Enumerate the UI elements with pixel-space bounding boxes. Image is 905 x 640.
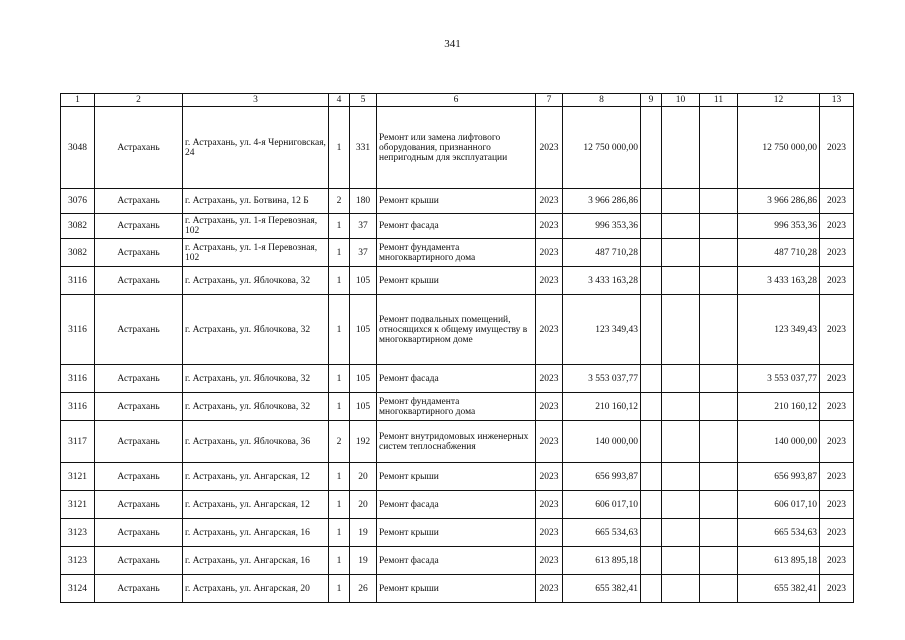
address-cell: г. Астрахань, ул. Яблочкова, 32 <box>183 393 329 421</box>
end-year-cell: 2023 <box>820 239 854 267</box>
work-type-cell: Ремонт крыши <box>377 189 536 214</box>
total-cell: 613 895,18 <box>738 547 820 575</box>
col9-cell <box>641 519 662 547</box>
row-number-cell: 3121 <box>61 491 95 519</box>
col11-cell <box>700 575 738 603</box>
header-cell: 5 <box>350 94 377 107</box>
header-cell: 9 <box>641 94 662 107</box>
col5-cell: 180 <box>350 189 377 214</box>
header-cell: 7 <box>536 94 563 107</box>
row-number-cell: 3116 <box>61 267 95 295</box>
amount-cell: 3 553 037,77 <box>563 365 641 393</box>
col5-cell: 105 <box>350 365 377 393</box>
work-type-cell: Ремонт подвальных помещений, относящихся к общему имуществу в многоквартирном доме <box>377 295 536 365</box>
year-cell: 2023 <box>536 421 563 463</box>
col5-cell: 20 <box>350 491 377 519</box>
header-cell: 1 <box>61 94 95 107</box>
address-cell: г. Астрахань, ул. Ангарская, 16 <box>183 547 329 575</box>
address-cell: г. Астрахань, ул. 1-я Перевозная, 102 <box>183 239 329 267</box>
row-number-cell: 3116 <box>61 365 95 393</box>
end-year-cell: 2023 <box>820 547 854 575</box>
end-year-cell: 2023 <box>820 519 854 547</box>
total-cell: 606 017,10 <box>738 491 820 519</box>
amount-cell: 613 895,18 <box>563 547 641 575</box>
work-type-cell: Ремонт фасада <box>377 365 536 393</box>
total-cell: 140 000,00 <box>738 421 820 463</box>
col9-cell <box>641 189 662 214</box>
row-number-cell: 3116 <box>61 295 95 365</box>
amount-cell: 210 160,12 <box>563 393 641 421</box>
col9-cell <box>641 491 662 519</box>
col5-cell: 19 <box>350 547 377 575</box>
col5-cell: 192 <box>350 421 377 463</box>
work-type-cell: Ремонт внутридомовых инженерных систем теплоснабжения <box>377 421 536 463</box>
work-type-cell: Ремонт крыши <box>377 575 536 603</box>
address-cell: г. Астрахань, ул. Яблочкова, 32 <box>183 365 329 393</box>
col4-cell: 1 <box>329 365 350 393</box>
row-number-cell: 3117 <box>61 421 95 463</box>
city-cell: Астрахань <box>95 421 183 463</box>
col9-cell <box>641 393 662 421</box>
end-year-cell: 2023 <box>820 393 854 421</box>
city-cell: Астрахань <box>95 239 183 267</box>
year-cell: 2023 <box>536 267 563 295</box>
work-type-cell: Ремонт фасада <box>377 547 536 575</box>
col5-cell: 105 <box>350 295 377 365</box>
col10-cell <box>662 295 700 365</box>
col10-cell <box>662 393 700 421</box>
table-row <box>61 421 854 463</box>
header-cell: 2 <box>95 94 183 107</box>
col9-cell <box>641 267 662 295</box>
col11-cell <box>700 421 738 463</box>
col10-cell <box>662 365 700 393</box>
city-cell: Астрахань <box>95 491 183 519</box>
row-number-cell: 3123 <box>61 519 95 547</box>
year-cell: 2023 <box>536 214 563 239</box>
amount-cell: 123 349,43 <box>563 295 641 365</box>
work-type-cell: Ремонт фундамента многоквартирного дома <box>377 393 536 421</box>
total-cell: 210 160,12 <box>738 393 820 421</box>
amount-cell: 665 534,63 <box>563 519 641 547</box>
col4-cell: 1 <box>329 575 350 603</box>
row-number-cell: 3082 <box>61 239 95 267</box>
address-cell: г. Астрахань, ул. Яблочкова, 36 <box>183 421 329 463</box>
amount-cell: 606 017,10 <box>563 491 641 519</box>
amount-cell: 996 353,36 <box>563 214 641 239</box>
col5-cell: 331 <box>350 107 377 189</box>
table-body <box>61 107 854 603</box>
col9-cell <box>641 547 662 575</box>
col11-cell <box>700 519 738 547</box>
col9-cell <box>641 239 662 267</box>
header-cell: 6 <box>377 94 536 107</box>
work-type-cell: Ремонт или замена лифтового оборудования, признанного непригодным для эксплуатации <box>377 107 536 189</box>
address-cell: г. Астрахань, ул. Ангарская, 20 <box>183 575 329 603</box>
address-cell: г. Астрахань, ул. Яблочкова, 32 <box>183 295 329 365</box>
city-cell: Астрахань <box>95 519 183 547</box>
address-cell: г. Астрахань, ул. Яблочкова, 32 <box>183 267 329 295</box>
year-cell: 2023 <box>536 239 563 267</box>
city-cell: Астрахань <box>95 267 183 295</box>
table-row <box>61 107 854 189</box>
amount-cell: 140 000,00 <box>563 421 641 463</box>
col11-cell <box>700 189 738 214</box>
row-number-cell: 3116 <box>61 393 95 421</box>
end-year-cell: 2023 <box>820 463 854 491</box>
city-cell: Астрахань <box>95 547 183 575</box>
year-cell: 2023 <box>536 295 563 365</box>
row-number-cell: 3121 <box>61 463 95 491</box>
header-cell: 8 <box>563 94 641 107</box>
col4-cell: 1 <box>329 519 350 547</box>
table-row <box>61 295 854 365</box>
col9-cell <box>641 463 662 491</box>
col11-cell <box>700 107 738 189</box>
row-number-cell: 3082 <box>61 214 95 239</box>
city-cell: Астрахань <box>95 214 183 239</box>
address-cell: г. Астрахань, ул. 1-я Перевозная, 102 <box>183 214 329 239</box>
address-cell: г. Астрахань, ул. Ботвина, 12 Б <box>183 189 329 214</box>
col9-cell <box>641 295 662 365</box>
end-year-cell: 2023 <box>820 421 854 463</box>
col5-cell: 26 <box>350 575 377 603</box>
col4-cell: 1 <box>329 107 350 189</box>
year-cell: 2023 <box>536 365 563 393</box>
col10-cell <box>662 239 700 267</box>
col5-cell: 20 <box>350 463 377 491</box>
amount-cell: 3 433 163,28 <box>563 267 641 295</box>
col5-cell: 37 <box>350 239 377 267</box>
city-cell: Астрахань <box>95 295 183 365</box>
table-row <box>61 214 854 239</box>
table-row <box>61 491 854 519</box>
header-cell: 10 <box>662 94 700 107</box>
col4-cell: 2 <box>329 189 350 214</box>
amount-cell: 3 966 286,86 <box>563 189 641 214</box>
address-cell: г. Астрахань, ул. Ангарская, 16 <box>183 519 329 547</box>
work-type-cell: Ремонт крыши <box>377 463 536 491</box>
year-cell: 2023 <box>536 393 563 421</box>
total-cell: 656 993,87 <box>738 463 820 491</box>
total-cell: 487 710,28 <box>738 239 820 267</box>
end-year-cell: 2023 <box>820 365 854 393</box>
total-cell: 996 353,36 <box>738 214 820 239</box>
year-cell: 2023 <box>536 491 563 519</box>
city-cell: Астрахань <box>95 107 183 189</box>
row-number-cell: 3048 <box>61 107 95 189</box>
city-cell: Астрахань <box>95 365 183 393</box>
year-cell: 2023 <box>536 575 563 603</box>
work-type-cell: Ремонт фундамента многоквартирного дома <box>377 239 536 267</box>
total-cell: 655 382,41 <box>738 575 820 603</box>
address-cell: г. Астрахань, ул. 4-я Черниговская, 24 <box>183 107 329 189</box>
header-cell: 11 <box>700 94 738 107</box>
total-cell: 3 553 037,77 <box>738 365 820 393</box>
table-row <box>61 547 854 575</box>
col10-cell <box>662 491 700 519</box>
col11-cell <box>700 463 738 491</box>
col4-cell: 1 <box>329 491 350 519</box>
col9-cell <box>641 575 662 603</box>
col11-cell <box>700 239 738 267</box>
col10-cell <box>662 189 700 214</box>
work-type-cell: Ремонт фасада <box>377 214 536 239</box>
col4-cell: 1 <box>329 214 350 239</box>
end-year-cell: 2023 <box>820 189 854 214</box>
col10-cell <box>662 267 700 295</box>
col4-cell: 1 <box>329 267 350 295</box>
header-cell: 13 <box>820 94 854 107</box>
col5-cell: 37 <box>350 214 377 239</box>
col10-cell <box>662 575 700 603</box>
col5-cell: 19 <box>350 519 377 547</box>
col5-cell: 105 <box>350 267 377 295</box>
total-cell: 665 534,63 <box>738 519 820 547</box>
col9-cell <box>641 365 662 393</box>
header-cell: 12 <box>738 94 820 107</box>
end-year-cell: 2023 <box>820 295 854 365</box>
city-cell: Астрахань <box>95 393 183 421</box>
table-row <box>61 239 854 267</box>
col5-cell: 105 <box>350 393 377 421</box>
city-cell: Астрахань <box>95 463 183 491</box>
work-type-cell: Ремонт крыши <box>377 267 536 295</box>
repair-registry-table <box>60 93 854 603</box>
table-row <box>61 393 854 421</box>
col11-cell <box>700 214 738 239</box>
table-row <box>61 519 854 547</box>
col4-cell: 1 <box>329 239 350 267</box>
header-cell: 4 <box>329 94 350 107</box>
table-row <box>61 463 854 491</box>
col11-cell <box>700 393 738 421</box>
col9-cell <box>641 214 662 239</box>
col11-cell <box>700 365 738 393</box>
total-cell: 3 966 286,86 <box>738 189 820 214</box>
table-row <box>61 365 854 393</box>
year-cell: 2023 <box>536 547 563 575</box>
amount-cell: 487 710,28 <box>563 239 641 267</box>
col11-cell <box>700 547 738 575</box>
table-row <box>61 267 854 295</box>
year-cell: 2023 <box>536 189 563 214</box>
header-cell: 3 <box>183 94 329 107</box>
col10-cell <box>662 519 700 547</box>
city-cell: Астрахань <box>95 189 183 214</box>
end-year-cell: 2023 <box>820 267 854 295</box>
work-type-cell: Ремонт крыши <box>377 519 536 547</box>
col4-cell: 1 <box>329 547 350 575</box>
amount-cell: 12 750 000,00 <box>563 107 641 189</box>
end-year-cell: 2023 <box>820 491 854 519</box>
table-row <box>61 189 854 214</box>
year-cell: 2023 <box>536 107 563 189</box>
page-number: 341 <box>444 38 461 50</box>
col9-cell <box>641 107 662 189</box>
city-cell: Астрахань <box>95 575 183 603</box>
col11-cell <box>700 295 738 365</box>
col11-cell <box>700 267 738 295</box>
header-row <box>61 94 854 107</box>
table-row <box>61 575 854 603</box>
total-cell: 123 349,43 <box>738 295 820 365</box>
col4-cell: 1 <box>329 393 350 421</box>
col9-cell <box>641 421 662 463</box>
col10-cell <box>662 463 700 491</box>
end-year-cell: 2023 <box>820 107 854 189</box>
amount-cell: 655 382,41 <box>563 575 641 603</box>
col4-cell: 2 <box>329 421 350 463</box>
row-number-cell: 3123 <box>61 547 95 575</box>
row-number-cell: 3076 <box>61 189 95 214</box>
end-year-cell: 2023 <box>820 575 854 603</box>
col4-cell: 1 <box>329 463 350 491</box>
total-cell: 3 433 163,28 <box>738 267 820 295</box>
address-cell: г. Астрахань, ул. Ангарская, 12 <box>183 463 329 491</box>
end-year-cell: 2023 <box>820 214 854 239</box>
col4-cell: 1 <box>329 295 350 365</box>
col11-cell <box>700 491 738 519</box>
year-cell: 2023 <box>536 519 563 547</box>
work-type-cell: Ремонт фасада <box>377 491 536 519</box>
col10-cell <box>662 547 700 575</box>
total-cell: 12 750 000,00 <box>738 107 820 189</box>
col10-cell <box>662 107 700 189</box>
col10-cell <box>662 214 700 239</box>
row-number-cell: 3124 <box>61 575 95 603</box>
address-cell: г. Астрахань, ул. Ангарская, 12 <box>183 491 329 519</box>
col10-cell <box>662 421 700 463</box>
year-cell: 2023 <box>536 463 563 491</box>
amount-cell: 656 993,87 <box>563 463 641 491</box>
